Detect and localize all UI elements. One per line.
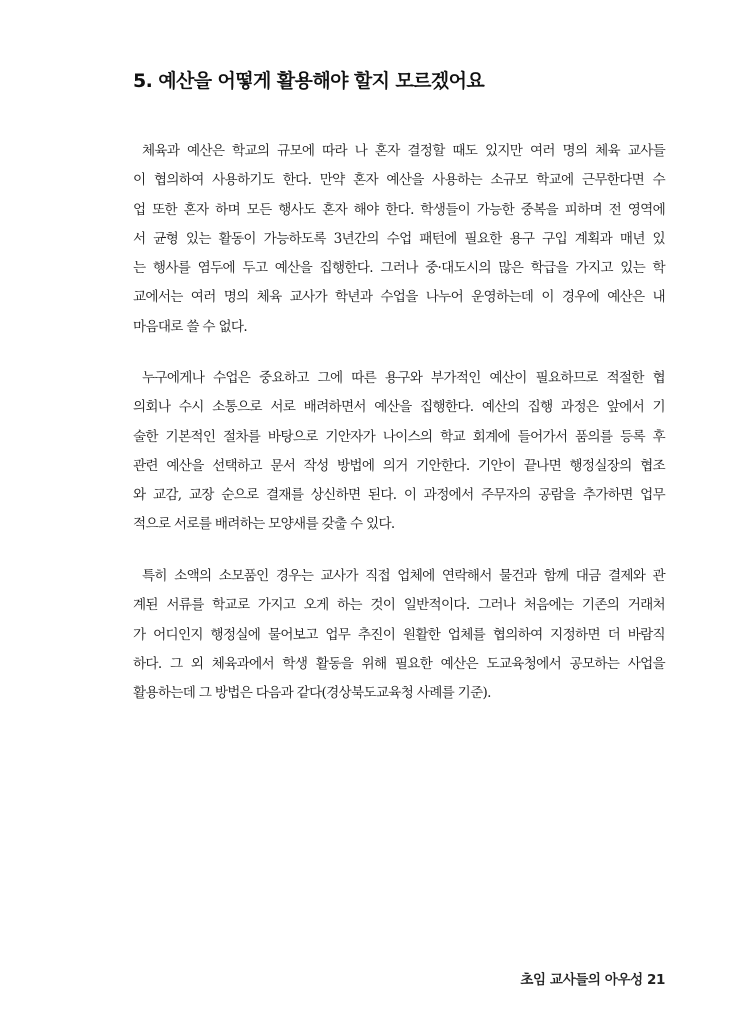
paragraph-line: 업 또한 혼자 하며 모든 행사도 혼자 해야 한다. 학생들이 가능한 중복을 피하며 전 영역에 [133, 201, 665, 218]
paragraph-line: 관련 예산을 선택하고 문서 작성 방법에 의거 기안한다. 기안이 끝나면 행정실장의 협조 [133, 457, 665, 474]
page-footer: 초임 교사들의 아우성 21 [520, 972, 665, 988]
paragraph-line: 서 균형 있는 활동이 가능하도록 3년간의 수업 패턴에 필요한 용구 구입 계획과 매년 있 [133, 230, 665, 247]
paragraph-budget-process [133, 364, 665, 540]
paragraph-line: 교에서는 여러 명의 체육 교사가 학년과 수업을 나누어 운영하는데 이 경우에 예산은 내 [133, 289, 665, 306]
paragraph-line: 적으로 서로를 배려하는 모양새를 갖출 수 있다. [133, 516, 395, 533]
paragraph-line: 하다. 그 외 체육과에서 학생 활동을 위해 필요한 예산은 도교육청에서 공모하는 사업을 [133, 655, 665, 672]
paragraph-consumables [133, 562, 665, 708]
paragraph-line: 가 어디인지 행정실에 물어보고 업무 추진이 원활한 업체를 협의하여 지정하면 더 바람직 [133, 626, 665, 643]
paragraph-line: 누구에게나 수업은 중요하고 그에 따른 용구와 부가적인 예산이 필요하므로 적절한 협 [142, 370, 665, 386]
paragraph-line: 이 협의하여 사용하기도 한다. 만약 혼자 예산을 사용하는 소규모 학교에 근무한다면 수 [133, 172, 665, 189]
paragraph-line: 와 교감, 교장 순으로 결재를 상신하면 된다. 이 과정에서 주무자의 공람을 추가하면 업무 [133, 487, 665, 504]
paragraph-budget-usage [133, 137, 665, 342]
paragraph-line: 체육과 예산은 학교의 규모에 따라 나 혼자 결정할 때도 있지만 여러 명의 체육 교사들 [142, 143, 665, 159]
section-title: 5. 예산을 어떻게 활용해야 할지 모르겠어요 [133, 70, 485, 92]
paragraph-line: 의회나 수시 소통으로 서로 배려하면서 예산을 집행한다. 예산의 집행 과정은 앞에서 기 [133, 399, 665, 416]
paragraph-line: 특히 소액의 소모품인 경우는 교사가 직접 업체에 연락해서 물건과 함께 대금 결제와 관 [142, 568, 665, 584]
paragraph-line: 마음대로 쓸 수 없다. [133, 318, 247, 335]
paragraph-line: 는 행사를 염두에 두고 예산을 집행한다. 그러나 중·대도시의 많은 학급을 가지고 있는 학 [133, 260, 665, 277]
paragraph-line: 활용하는데 그 방법은 다음과 같다(경상북도교육청 사례를 기준). [133, 685, 491, 702]
paragraph-line: 계된 서류를 학교로 가지고 오게 하는 것이 일반적이다. 그러나 처음에는 기존의 거래처 [133, 597, 665, 614]
paragraph-line: 술한 기본적인 절차를 바탕으로 기안자가 나이스의 학교 회계에 들어가서 품의를 등록 후 [133, 428, 665, 445]
